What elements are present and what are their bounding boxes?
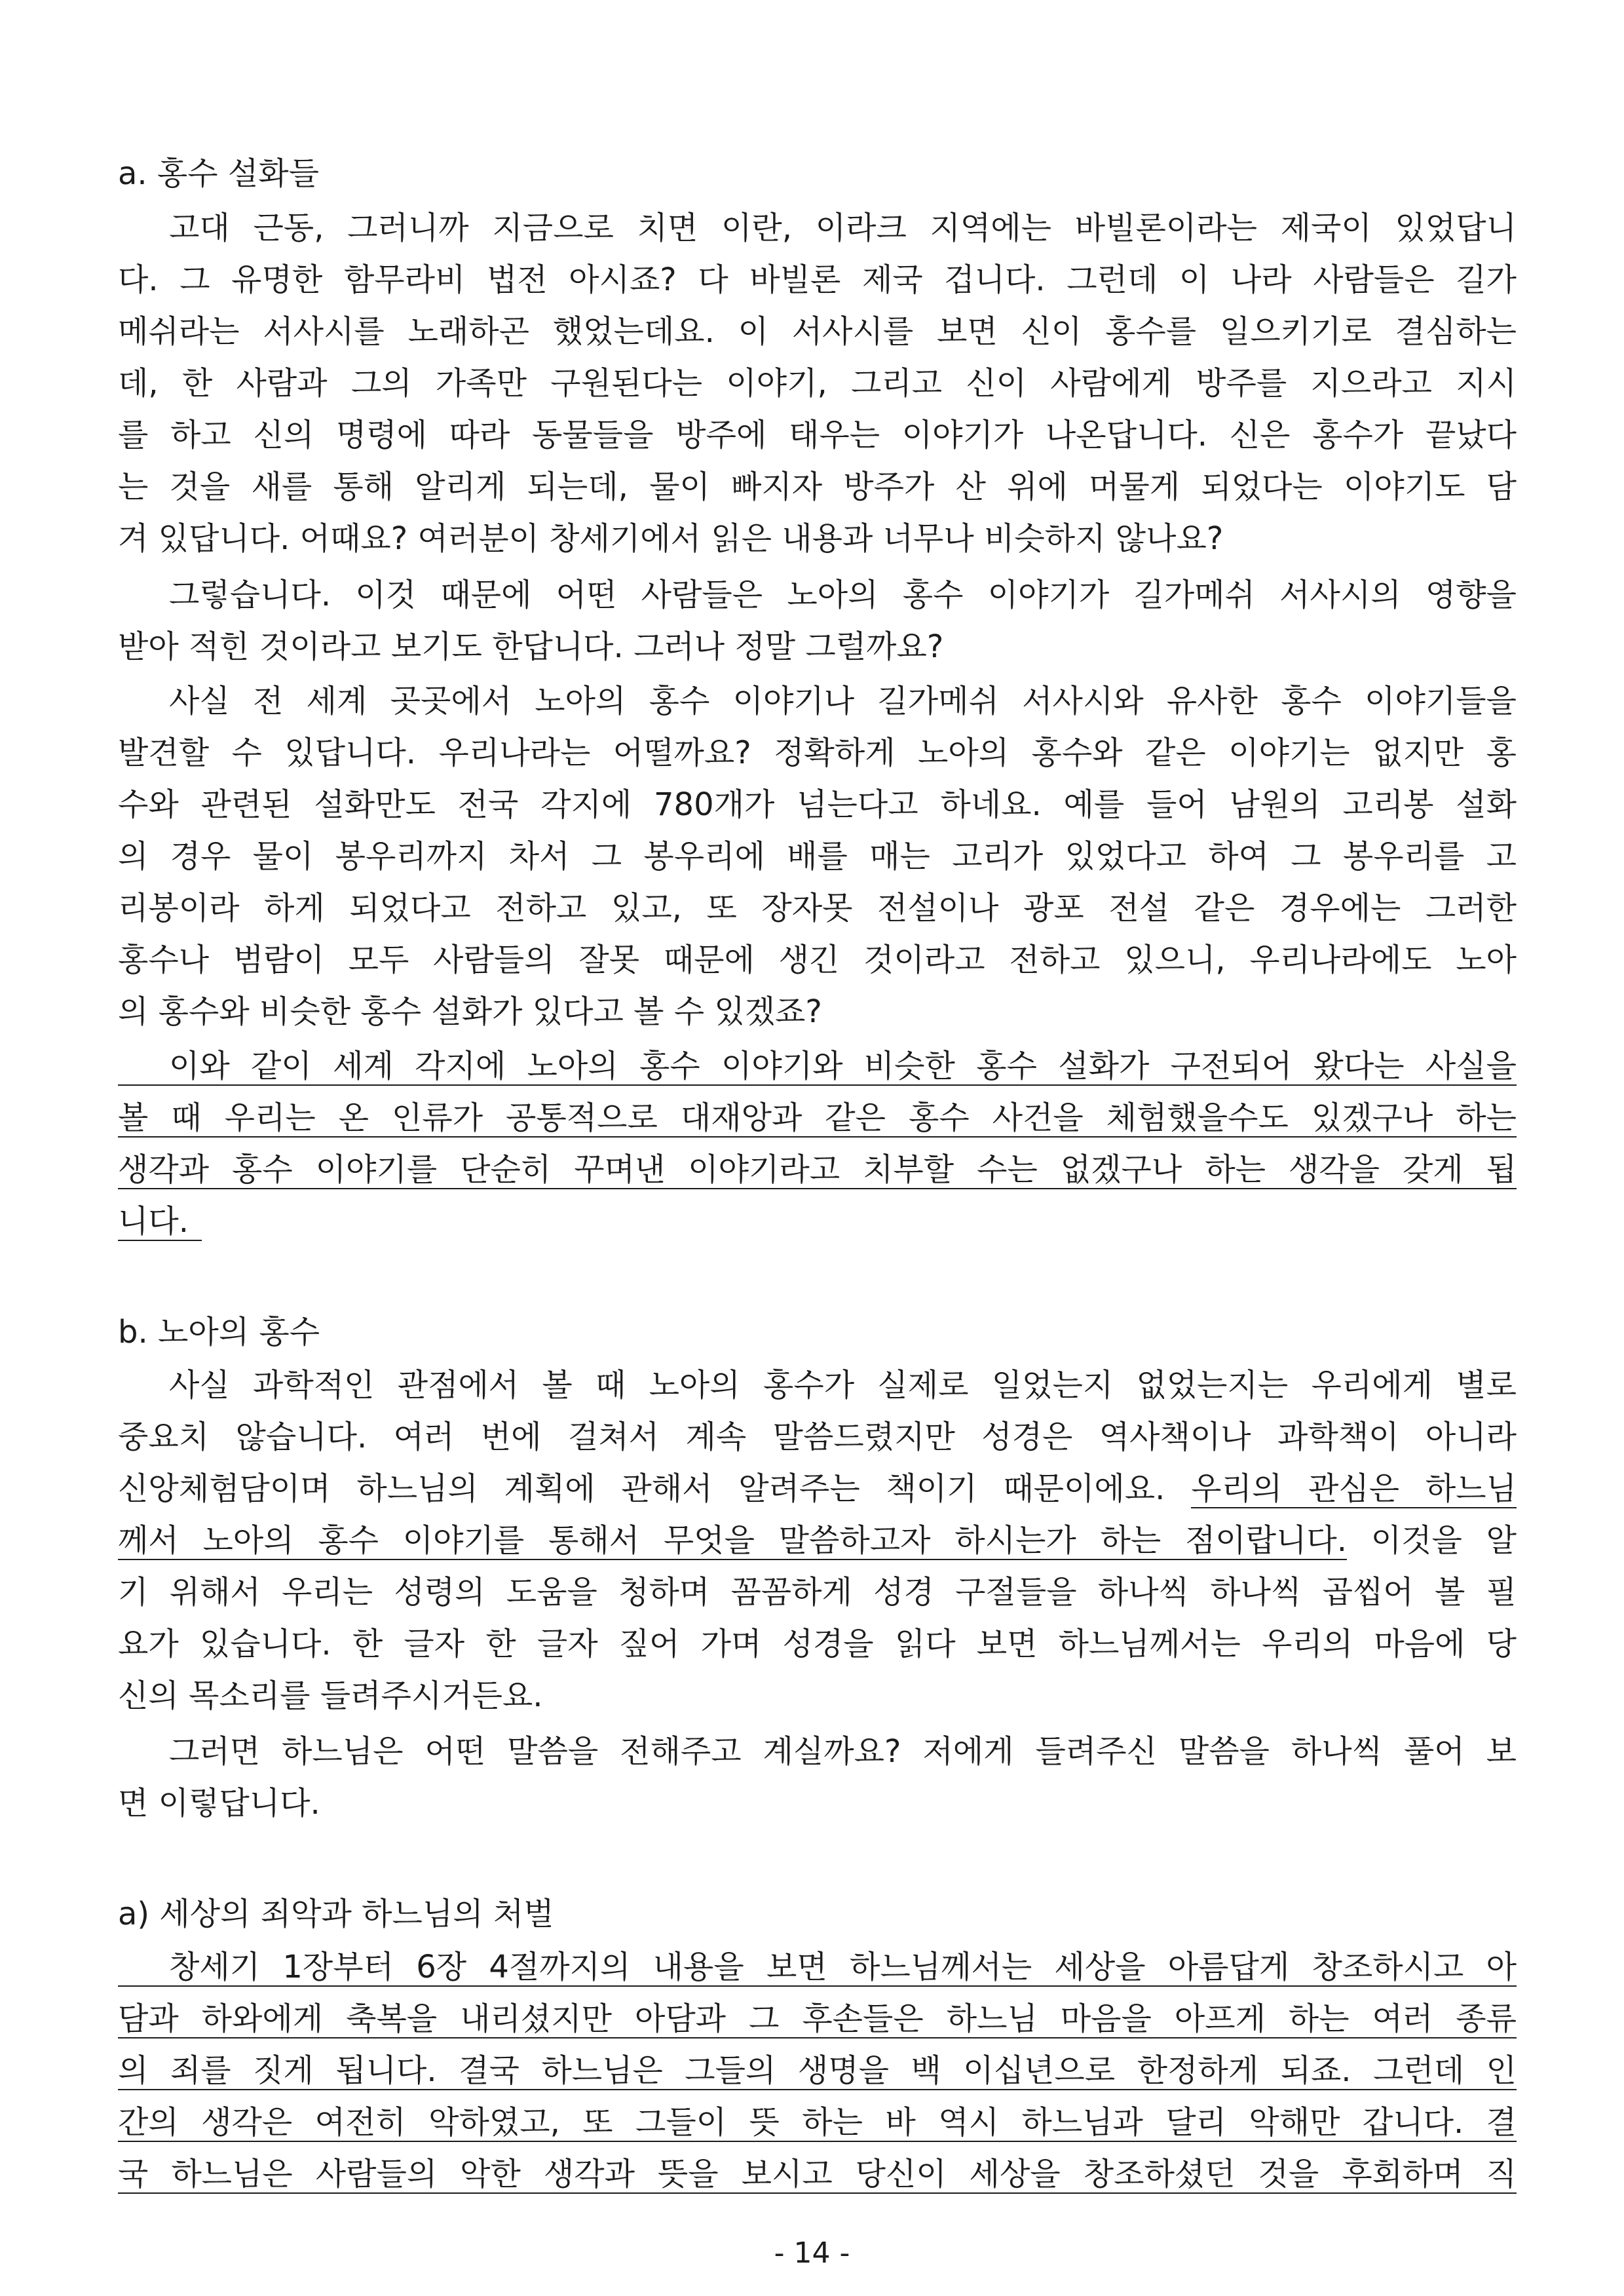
text-line: 신의 목소리를 들려주시거든요.	[118, 1677, 543, 1714]
underlined-text: 국 하느님은 사람들의 악한 생각과 뜻을 보시고 당신이 세상을 창조하셨던 것을 후회하며 직	[118, 2156, 1517, 2192]
text-segment: 신앙체험담이며 하느님의 계획에 관해서 알려주는 책이기 때문이에요.	[118, 1470, 1192, 1507]
underlined-paragraph	[118, 1041, 1517, 1248]
paragraph	[118, 1726, 1517, 1829]
text-line: 그렇습니다. 이것 때문에 어떤 사람들은 노아의 홍수 이야기가 길가메쉬 서사시의 영향을	[169, 577, 1517, 613]
paragraph	[118, 1360, 1517, 1722]
text-line: 리봉이라 하게 되었다고 전하고 있고, 또 장자못 전설이나 광포 전설 같은 경우에는 그러한	[118, 890, 1517, 927]
text-line: 의 경우 물이 봉우리까지 차서 그 봉우리에 배를 매는 고리가 있었다고 하여 그 봉우리를 고	[118, 838, 1517, 875]
section-heading: a) 세상의 죄악과 하느님의 처벌	[118, 1896, 554, 1932]
text-line: 면 이렇답니다.	[118, 1785, 320, 1822]
underlined-text: 니다.	[118, 1203, 202, 1241]
text-line: 메쉬라는 서사시를 노래하곤 했었는데요. 이 서사시를 보면 신이 홍수를 일으키기로 결심하는	[118, 313, 1517, 350]
underlined-text: 창세기 1장부터 6장 4절까지의 내용을 보면 하느님께서는 세상을 아름답게 창조하시고 아	[118, 1949, 1517, 1987]
text-line: 그러면 하느님은 어떤 말씀을 전해주고 계실까요? 저에게 들려주신 말씀을 하나씩 풀어 보	[169, 1733, 1517, 1770]
underlined-text: 볼 때 우리는 온 인류가 공통적으로 대재앙과 같은 홍수 사건을 체험했을수도 있겠구나 하는	[118, 1100, 1517, 1136]
text-line: 를 하고 신의 명령에 따라 동물들을 방주에 태우는 이야기가 나온답니다. 신은 홍수가 끝났다	[118, 417, 1517, 453]
text-line: 다. 그 유명한 함무라비 법전 아시죠? 다 바빌론 제국 겁니다. 그런데 이 나라 사람들은 길가	[118, 261, 1517, 298]
section-heading: b. 노아의 홍수	[118, 1314, 320, 1350]
text-segment: 이것을 알	[1347, 1522, 1517, 1559]
page-number: - 14 -	[774, 2236, 850, 2270]
text-line	[118, 1196, 1517, 1248]
text-line: 는 것을 새를 통해 알리게 되는데, 물이 빠지자 방주가 산 위에 머물게 되었다는 이야기도 담	[118, 469, 1517, 505]
text-line: 고대 근동, 그러니까 지금으로 치면 이란, 이라크 지역에는 바빌론이라는 제국이 있었답니	[169, 210, 1517, 246]
text-line: 겨 있답니다. 어때요? 여러분이 창세기에서 읽은 내용과 너무나 비슷하지 않나요?	[118, 520, 1224, 557]
text-line	[118, 1515, 1517, 1567]
text-line	[118, 1942, 1517, 1993]
text-line: 수와 관련된 설화만도 전국 각지에 780개가 넘는다고 하네요. 예를 들어 남원의 고리봉 설화	[118, 786, 1517, 823]
text-line	[118, 2045, 1517, 2097]
underlined-text: 이와 같이 세계 각지에 노아의 홍수 이야기와 비슷한 홍수 설화가 구전되어 왔다는 사실을	[118, 1048, 1517, 1086]
underlined-text: 우리의 관심은 하느님	[1191, 1470, 1517, 1507]
text-line	[118, 1993, 1517, 2045]
underlined-paragraph	[118, 1942, 1517, 2200]
text-line: 데, 한 사람과 그의 가족만 구원된다는 이야기, 그리고 신이 사람에게 방주를 지으라고 지시	[118, 365, 1517, 402]
text-line: 발견할 수 있답니다. 우리나라는 어떨까요? 정확하게 노아의 홍수와 같은 이야기는 없지만 홍	[118, 735, 1517, 771]
paragraph	[118, 676, 1517, 1038]
text-line: 요가 있습니다. 한 글자 한 글자 짚어 가며 성경을 읽다 보면 하느님께서는 우리의 마음에 당	[118, 1626, 1517, 1662]
text-line: 사실 과학적인 관점에서 볼 때 노아의 홍수가 실제로 일었는지 없었는지는 우리에게 별로	[169, 1367, 1517, 1404]
underlined-text: 의 죄를 짓게 됩니다. 결국 하느님은 그들의 생명을 백 이십년으로 한정하게 되죠. 그런데 인	[118, 2052, 1517, 2089]
paragraph	[118, 202, 1517, 565]
paragraph	[118, 569, 1517, 673]
underlined-text: 담과 하와에게 축복을 내리셨지만 아담과 그 후손들은 하느님 마음을 아프게 하는 여러 종류	[118, 2000, 1517, 2037]
text-line: 홍수나 범람이 모두 사람들의 잘못 때문에 생긴 것이라고 전하고 있으니, 우리나라에도 노아	[118, 942, 1517, 978]
text-line: 기 위해서 우리는 성령의 도움을 청하며 꼼꼼하게 성경 구절들을 하나씩 하나씩 곱씹어 볼 필	[118, 1574, 1517, 1611]
page-body	[118, 148, 1517, 2200]
underlined-text: 간의 생각은 여전히 악하였고, 또 그들이 뜻 하는 바 역시 하느님과 달리 악해만 갑니다. 결	[118, 2104, 1517, 2141]
text-line	[118, 1463, 1517, 1515]
text-line	[118, 2149, 1517, 2200]
section-heading: a. 홍수 설화들	[118, 155, 320, 192]
text-line	[118, 1092, 1517, 1144]
underlined-text: 생각과 홍수 이야기를 단순히 꾸며낸 이야기라고 치부할 수는 없겠구나 하는 생각을 갖게 됩	[118, 1151, 1517, 1188]
text-line: 의 홍수와 비슷한 홍수 설화가 있다고 볼 수 있겠죠?	[118, 993, 822, 1030]
text-line: 받아 적힌 것이라고 보기도 한답니다. 그러나 정말 그럴까요?	[118, 628, 944, 665]
text-line	[118, 2097, 1517, 2149]
text-line: 사실 전 세계 곳곳에서 노아의 홍수 이야기나 길가메쉬 서사시와 유사한 홍수 이야기들을	[169, 683, 1517, 719]
text-line: 중요치 않습니다. 여러 번에 걸쳐서 계속 말씀드렸지만 성경은 역사책이나 과학책이 아니라	[118, 1419, 1517, 1455]
underlined-text: 께서 노아의 홍수 이야기를 통해서 무엇을 말씀하고자 하시는가 하는 점이랍니다.	[118, 1522, 1348, 1559]
text-line	[118, 1041, 1517, 1092]
text-line	[118, 1144, 1517, 1196]
